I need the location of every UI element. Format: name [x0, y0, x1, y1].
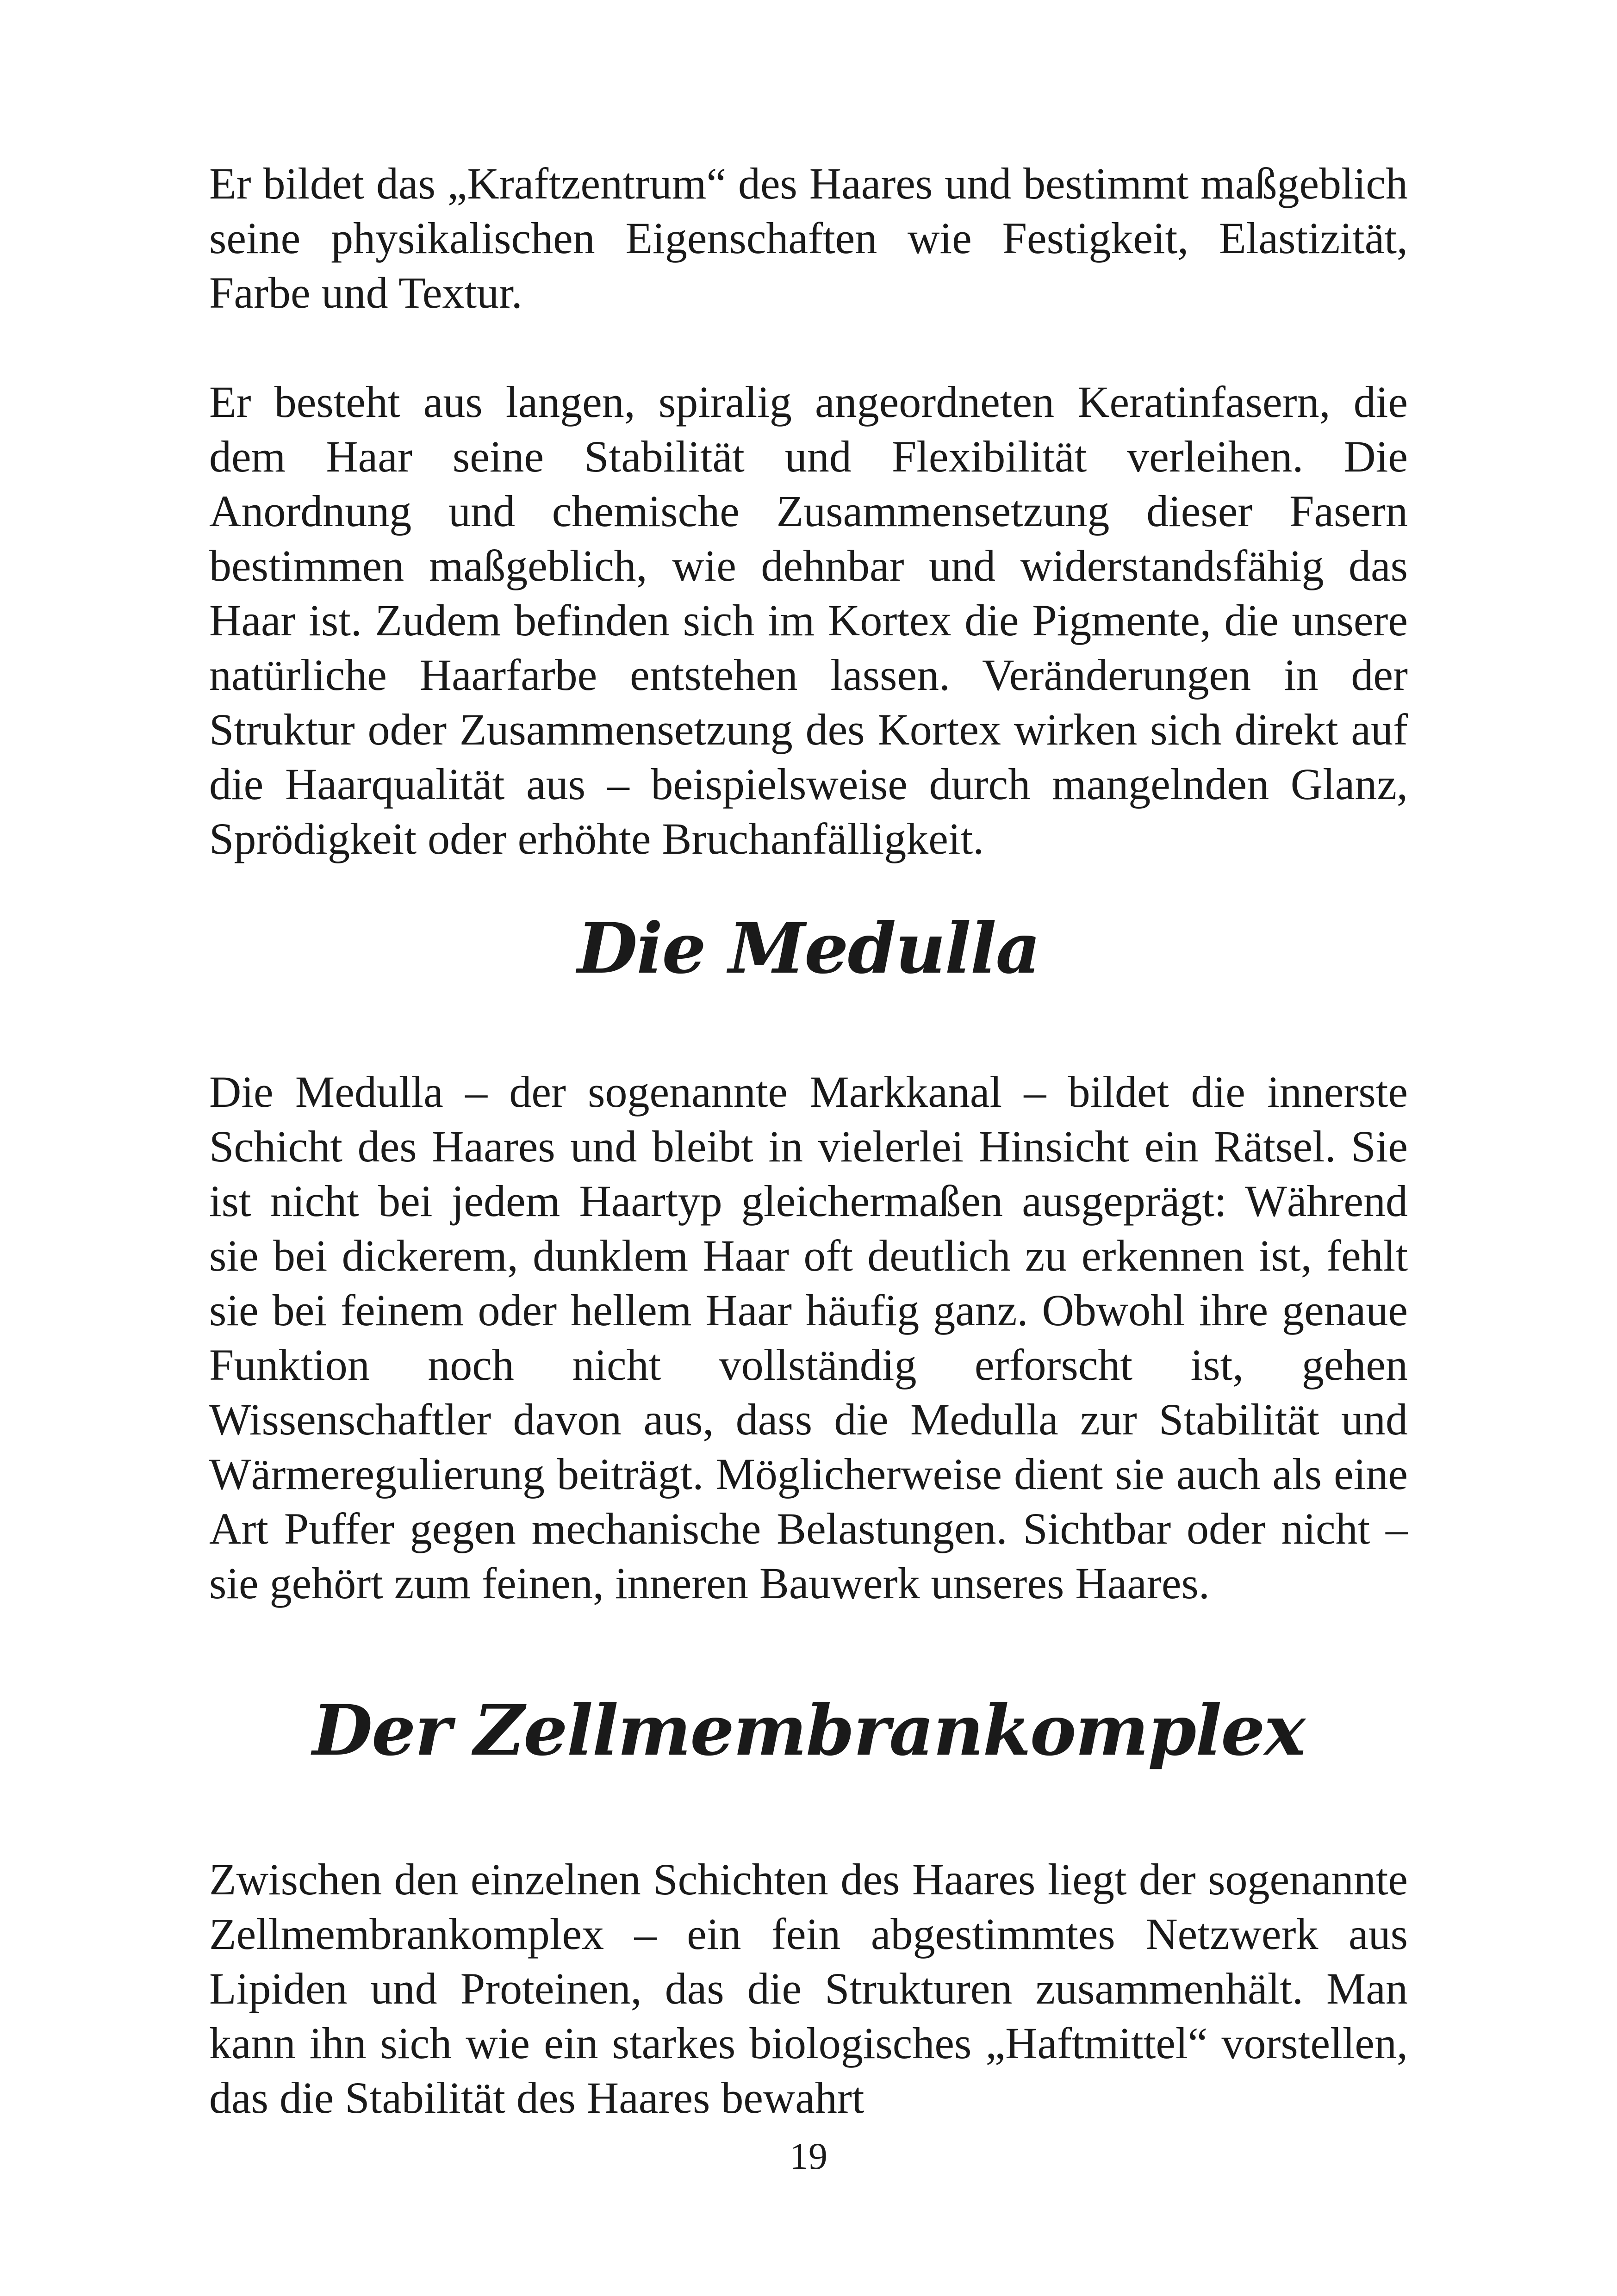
page-number: 19 — [790, 2135, 827, 2177]
heading-zellmembrankomplex: Der Zellmembrankomplex — [312, 1690, 1305, 1771]
paragraph-medulla: Die Medulla – der sogenannte Markkanal – bildet die innerste Schicht des Haares und bleibt in vielerlei Hinsicht ein Rätsel. Sie ist nicht bei jedem Haartyp gleichermaßen ausgeprägt: Während sie bei dickerem, dunklem Haar oft deutlich zu erkennen ist, fehlt sie bei feinem oder hellem Haar häufig ganz. Obwohl ihre genaue Funktion noch nicht vollständig erforscht ist, gehen Wissenschaftler davon aus, dass die Medulla zur Stabilität und Wärmeregulierung beiträgt. Möglicherweise dient sie auch als eine Art Puffer gegen mechanische Belastungen. Sichtbar oder nicht – sie gehört zum feinen, inneren Bauwerk unseres Haares. — [209, 1067, 1408, 1608]
paragraph-zellmembrankomplex: Zwischen den einzelnen Schichten des Haares liegt der sogenannte Zellmembrankomplex – ein fein abgestimmtes Netzwerk aus Lipiden und Proteinen, das die Strukturen zusammenhält. Man kann ihn sich wie ein starkes biologisches „Haftmittel“ vorstellen, das die Stabilität des Haares bewahrt — [209, 1855, 1408, 2122]
paragraph-kortex: Er besteht aus langen, spiralig angeordneten Keratinfasern, die dem Haar seine Stabilität und Flexibilität verleihen. Die Anordnung und chemische Zusammensetzung dieser Fasern bestimmen maßgeblich, wie dehnbar und widerstandsfähig das Haar ist. Zudem befinden sich im Kortex die Pigmente, die unsere natürliche Haarfarbe entstehen lassen. Veränderungen in der Struktur oder Zusammensetzung des Kortex wirken sich direkt auf die Haarqualität aus – beispielsweise durch mangelnden Glanz, Sprödigkeit oder erhöhte Bruchanfälligkeit. — [209, 377, 1408, 863]
paragraph-kraftzentrum: Er bildet das „Kraftzentrum“ des Haares und bestimmt maßgeblich seine physikalischen Eigenschaften wie Festigkeit, Elastizität, Farbe und Textur. — [209, 159, 1408, 317]
heading-medulla: Die Medulla — [577, 908, 1040, 989]
